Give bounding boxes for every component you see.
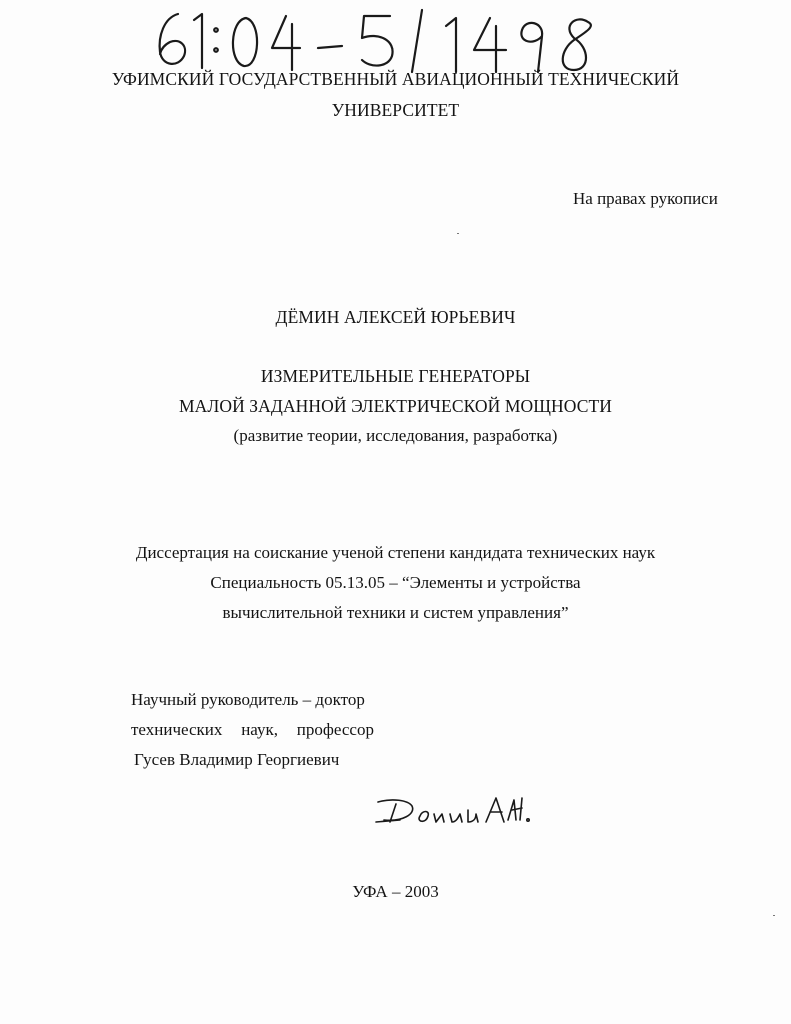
supervisor-line-1: Научный руководитель – доктор (131, 690, 365, 709)
supervisor-name: Гусев Владимир Георгиевич (134, 750, 340, 769)
city-and-year: УФА – 2003 (352, 882, 439, 901)
author-name: ДЁМИН АЛЕКСЕЙ ЮРЬЕВИЧ (275, 307, 516, 327)
manuscript-rights-note: На правах рукописи (573, 189, 718, 208)
handwritten-archive-number (150, 6, 620, 76)
supervisor-word: технических (131, 720, 223, 739)
scan-speck (457, 233, 459, 234)
scan-speck (773, 915, 775, 916)
specialty-line-2: вычислительной техники и систем управления” (222, 603, 569, 622)
university-name-line-2: УНИВЕРСИТЕТ (331, 100, 460, 120)
thesis-title-line-2: МАЛОЙ ЗАДАННОЙ ЭЛЕКТРИЧЕСКОЙ МОЩНОСТИ (178, 396, 613, 416)
supervisor-word: наук, (241, 720, 278, 739)
thesis-subtitle: (развитие теории, исследования, разработка) (233, 426, 558, 445)
degree-statement: Диссертация на соискание ученой степени кандидата технических наук (135, 543, 656, 562)
university-name-line-1: УФИМСКИЙ ГОСУДАРСТВЕННЫЙ АВИАЦИОННЫЙ ТЕХНИЧЕСКИЙ (111, 69, 680, 89)
supervisor-word: профессор (296, 720, 374, 739)
author-signature (372, 792, 542, 832)
thesis-title-line-1: ИЗМЕРИТЕЛЬНЫЕ ГЕНЕРАТОРЫ (260, 366, 531, 386)
supervisor-line-2 (131, 720, 374, 740)
specialty-line-1: Специальность 05.13.05 – “Элементы и устройства (210, 573, 581, 592)
